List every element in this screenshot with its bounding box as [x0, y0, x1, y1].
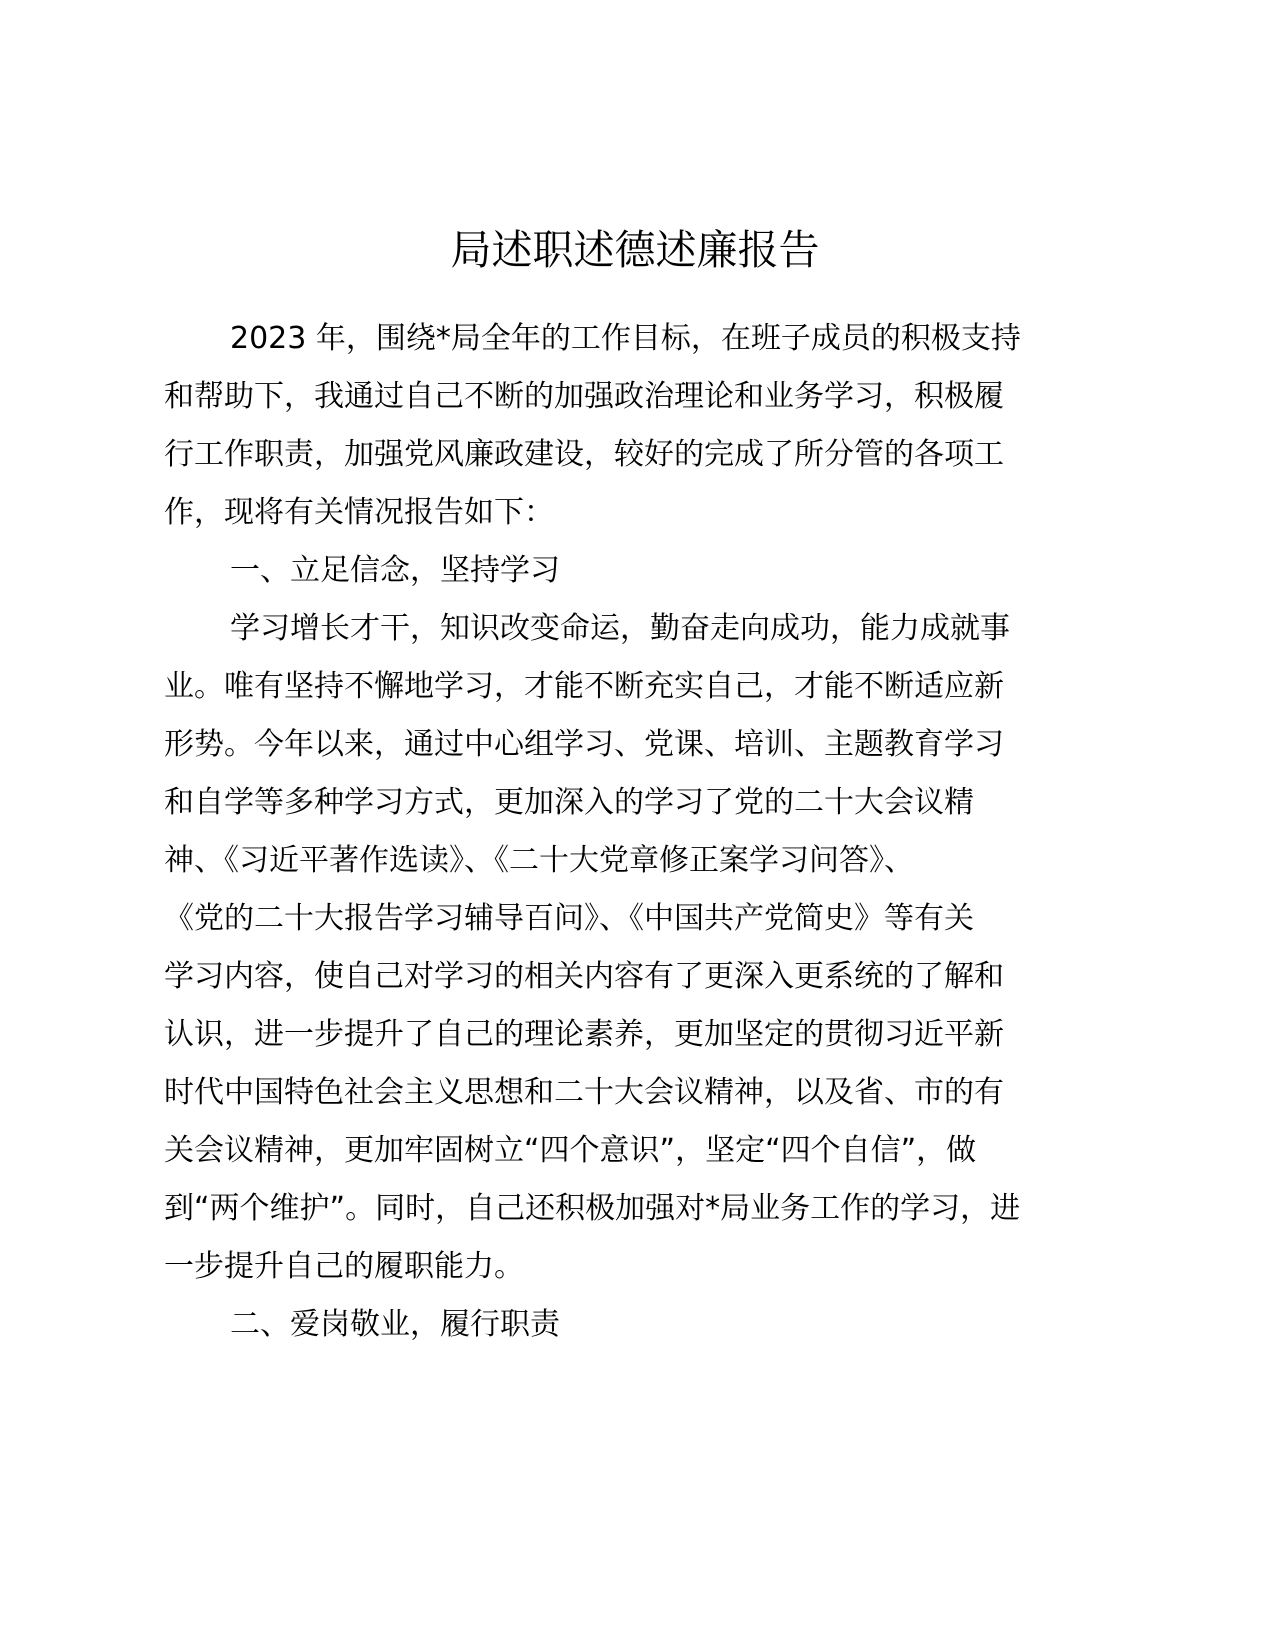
paragraph-line: 关会议精神，更加牢固树立“四个意识”，坚定“四个自信”，做 — [164, 1133, 977, 1168]
paragraph-line: 学习增长才干，知识改变命运，勤奋走向成功，能力成就事 — [230, 611, 1010, 646]
paragraph-line: 行工作职责，加强党风廉政建设，较好的完成了所分管的各项工 — [164, 437, 1004, 472]
paragraph-line: 形势。今年以来，通过中心组学习、党课、培训、主题教育学习 — [164, 727, 1004, 762]
paragraph-line: 《党的二十大报告学习辅导百问》、《中国共产党简史》等有关 — [164, 901, 974, 936]
paragraph-line: 一步提升自己的履职能力。 — [164, 1249, 524, 1284]
paragraph-line: 和帮助下，我通过自己不断的加强政治理论和业务学习，积极履 — [164, 379, 1004, 414]
paragraph-line: 神、《习近平著作选读》、《二十大党章修正案学习问答》、 — [164, 843, 914, 878]
paragraph-line: 作，现将有关情况报告如下： — [164, 495, 554, 530]
paragraph-line: 时代中国特色社会主义思想和二十大会议精神，以及省、市的有 — [164, 1075, 1004, 1110]
paragraph-line: 和自学等多种学习方式，更加深入的学习了党的二十大会议精 — [164, 785, 974, 820]
section-heading-2: 二、爱岗敬业，履行职责 — [230, 1307, 560, 1342]
paragraph-line: 到“两个维护”。同时，自己还积极加强对*局业务工作的学习，进 — [164, 1191, 1021, 1226]
section-heading-1: 一、立足信念，坚持学习 — [230, 553, 560, 588]
document-body — [164, 310, 1124, 1354]
paragraph-line: 学习内容，使自己对学习的相关内容有了更深入更系统的了解和 — [164, 959, 1004, 994]
paragraph-line: 认识，进一步提升了自己的理论素养，更加坚定的贯彻习近平新 — [164, 1017, 1004, 1052]
paragraph-line: 2023 年，围绕*局全年的工作目标，在班子成员的积极支持 — [230, 321, 1021, 356]
page-title: 局述职述德述廉报告 — [450, 226, 820, 274]
paragraph-line: 业。唯有坚持不懈地学习，才能不断充实自己，才能不断适应新 — [164, 669, 1004, 704]
